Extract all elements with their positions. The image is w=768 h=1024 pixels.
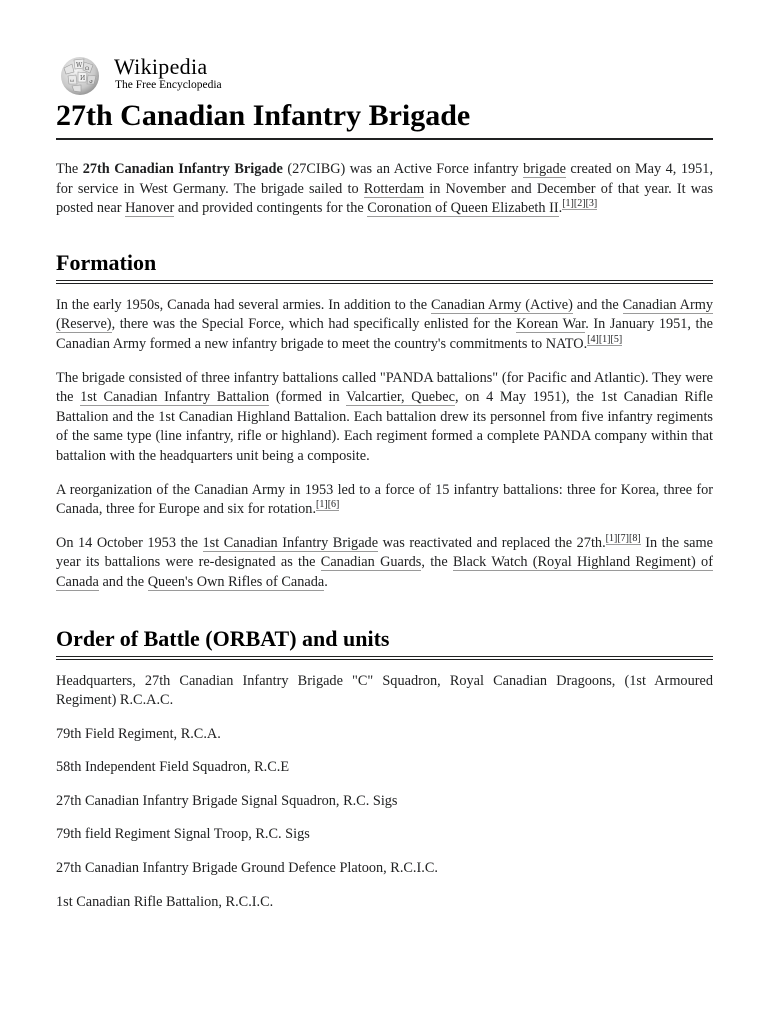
ref-link[interactable]: [5] bbox=[610, 333, 623, 345]
formation-paragraph-3: A reorganization of the Canadian Army in 1953 led to a force of 15 infantry battalions: three for Korea, three for Canada, three for Europe and six for rotation.[1][6] bbox=[56, 481, 713, 518]
site-tagline: The Free Encyclopedia bbox=[115, 79, 222, 91]
ref-link[interactable]: [3] bbox=[585, 198, 598, 210]
orbat-item: 27th Canadian Infantry Brigade Signal Squadron, R.C. Sigs bbox=[56, 792, 398, 809]
svg-text:И: И bbox=[80, 75, 86, 82]
ref-link[interactable]: [1] bbox=[598, 333, 611, 345]
ref-link[interactable]: [1] bbox=[316, 499, 328, 511]
intro-paragraph: The 27th Canadian Infantry Brigade (27CIBG) was an Active Force infantry brigade created on May 4, 1951, for service in West Germany. The brigade sailed to Rotterdam in November and December of that year. It was posted near Hanover and provided contingents for the Coronation of Queen Elizabeth II.[1][2][3] bbox=[56, 161, 714, 217]
svg-text:ي: ي bbox=[89, 78, 93, 84]
intro-bold-name: 27th Canadian Infantry Brigade bbox=[82, 161, 283, 177]
orbat-item: Headquarters, 27th Canadian Infantry Brigade "C" Squadron, Royal Canadian Dragoons, (1st Armoured Regiment) R.C.A.C. bbox=[56, 672, 713, 709]
ref-link[interactable]: [6] bbox=[327, 499, 340, 511]
link-canadian-army-active[interactable]: Canadian Army (Active) bbox=[430, 296, 573, 313]
ref-link[interactable]: [1] bbox=[562, 198, 574, 210]
heading-orbat: Order of Battle (ORBAT) and units bbox=[56, 625, 713, 660]
link-1st-canadian-infantry-battalion[interactable]: 1st Canadian Infantry Battalion bbox=[80, 389, 270, 406]
orbat-item: 27th Canadian Infantry Brigade Ground Defence Platoon, R.C.I.C. bbox=[56, 860, 438, 877]
ref-link[interactable]: [2] bbox=[573, 198, 586, 210]
link-korean-war[interactable]: Korean War bbox=[516, 316, 586, 333]
link-rotterdam[interactable]: Rotterdam bbox=[363, 180, 425, 197]
orbat-item: 58th Independent Field Squadron, R.C.E bbox=[56, 759, 290, 776]
link-brigade[interactable]: brigade bbox=[523, 161, 566, 177]
orbat-item: 1st Canadian Rifle Battalion, R.C.I.C. bbox=[56, 893, 274, 910]
wikipedia-globe-icon[interactable] bbox=[56, 54, 104, 96]
ref-link[interactable]: [7] bbox=[617, 532, 629, 544]
link-canadian-guards[interactable]: Canadian Guards bbox=[320, 554, 422, 571]
ref-link[interactable]: [1] bbox=[605, 532, 618, 544]
link-valcartier[interactable]: Valcartier, Quebec bbox=[346, 389, 455, 406]
orbat-item: 79th Field Regiment, R.C.A. bbox=[56, 725, 221, 742]
link-queens-own-rifles[interactable]: Queen's Own Rifles of Canada bbox=[147, 573, 325, 590]
heading-formation: Formation bbox=[56, 249, 713, 284]
link-black-watch[interactable]: Black Watch (Royal Highland Regiment) of Canada bbox=[56, 554, 713, 590]
site-wordmark[interactable]: Wikipedia bbox=[114, 54, 208, 79]
link-canadian-army-reserve[interactable]: Canadian Army (Reserve) bbox=[56, 296, 713, 333]
svg-text:Ω: Ω bbox=[85, 66, 90, 72]
formation-paragraph-2: The brigade consisted of three infantry battalions called "PANDA battalions" (for Pacific and Atlantic). They were the 1st Canadian Infantry Battalion (formed in Valcartier, Quebec, on 4 May 1951), the 1st Canadian Rifle Battalion and the 1st Canadian Highland Battalion. Each battalion drew its personnel from five infantry regiments of the same type (line infantry, rifle or highland). Each regiment formed a complete PANDA company within that battalion with the headquarters unit being a composite. bbox=[56, 369, 713, 464]
svg-text:W: W bbox=[76, 62, 83, 69]
page-title: 27th Canadian Infantry Brigade bbox=[56, 96, 713, 140]
formation-paragraph-1: In the early 1950s, Canada had several armies. In addition to the Canadian Army (Active) and the Canadian Army (Reserve), there was the Special Force, which had specifically enlisted for the Korean War. In January 1951, the Canadian Army formed a new infantry brigade to meet the country's commitments to NATO.[4][1][5] bbox=[56, 296, 713, 352]
formation-paragraph-4: On 14 October 1953 the 1st Canadian Infantry Brigade was reactivated and replaced the 27th.[1][7][8] In the same year its battalions were re-designated as the Canadian Guards, the Black Watch (Royal Highland Regiment) of Canada and the Queen's Own Rifles of Canada. bbox=[56, 532, 713, 590]
ref-link[interactable]: [4] bbox=[587, 333, 599, 345]
link-hanover[interactable]: Hanover bbox=[125, 200, 175, 217]
orbat-item: 79th field Regiment Signal Troop, R.C. Sigs bbox=[56, 826, 310, 843]
article-content bbox=[56, 96, 713, 912]
svg-text:ω: ω bbox=[70, 78, 75, 84]
site-header bbox=[56, 52, 356, 96]
link-coronation[interactable]: Coronation of Queen Elizabeth II bbox=[367, 200, 559, 217]
link-1st-canadian-infantry-brigade[interactable]: 1st Canadian Infantry Brigade bbox=[202, 534, 379, 551]
ref-link[interactable]: [8] bbox=[629, 532, 641, 544]
